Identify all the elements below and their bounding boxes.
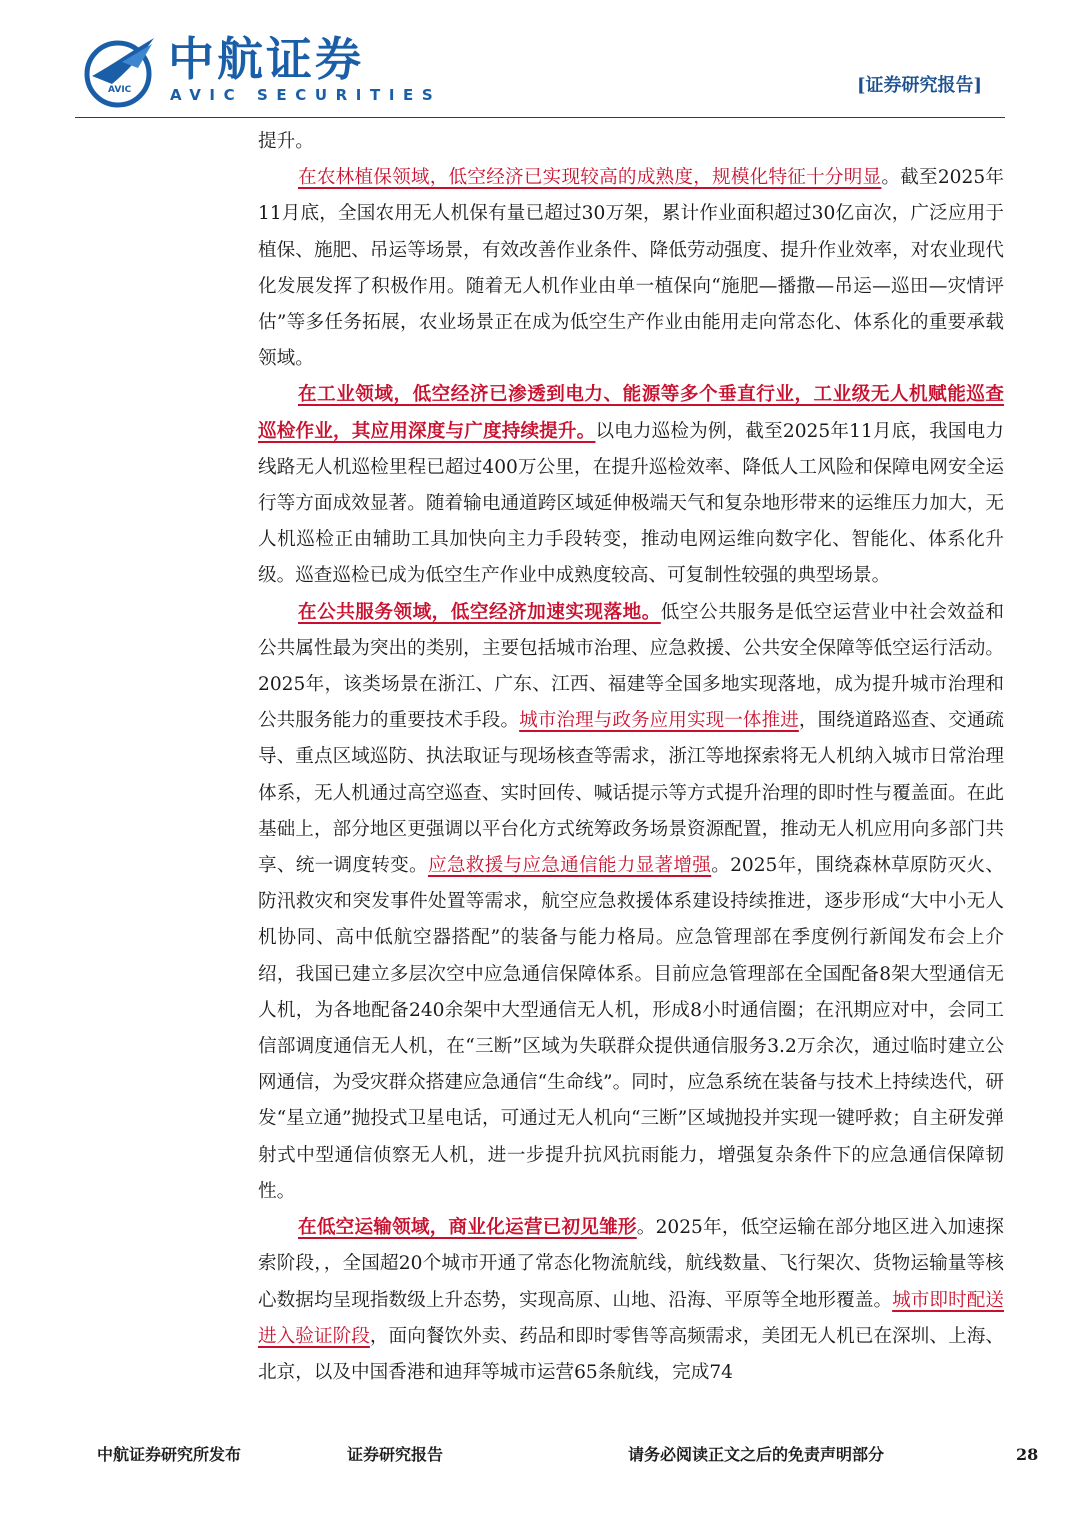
paragraph-text: 。截至2025年11月底，全国农用无人机保有量已超过30万架，累计作业面积超过30亿亩次，广泛应用于植保、施肥、吊运等场景，有效改善作业条件、降低劳动强度、提升作业效率，对农业现代化发展发挥了积极作用。随着无人机作业由单一植保向“施肥—播撒—吊运—巡田—灾情评估”等多任务拓展，农业场景正在成为低空生产作业由能用走向常态化、体系化的重要承载领域。 (258, 167, 1004, 370)
logo-text: AVIC (108, 85, 132, 95)
highlight-heading: 在公共服务领域，低空经济加速实现落地。 (298, 601, 661, 623)
paragraph-text: 提升。 (258, 131, 314, 152)
highlight-heading: 在低空运输领域，商业化运营已初见雏形 (298, 1217, 637, 1239)
paragraph-public-service (258, 595, 1004, 1210)
highlight-heading: 在工业领域，低空经济已渗透到电力、能源等多个垂直行业，工业级无人机赋能巡查巡检作业，其应用深度与广度持续提升。 (258, 384, 1004, 442)
brand-name-en: AVIC SECURITIES (170, 86, 442, 104)
highlight-subheading: 城市即时配送进入验证阶段 (258, 1289, 1004, 1347)
footer-report-type: 证券研究报告 (347, 1445, 444, 1464)
page-number: 28 (1016, 1445, 1039, 1464)
paragraph-text: 以电力巡检为例，截至2025年11月底，我国电力线路无人机巡检里程已超过400万公里，在提升巡检效率、降低人工风险和保障电网安全运行等方面成效显著。随着输电通道跨区域延伸极端天气和复杂地形带来的运维压力加大，无人机巡检正由辅助工具加快向主力手段转变，推动电网运维向数字化、智能化、体系化升级。巡查巡检已成为低空生产作业中成熟度较高、可复制性较强的典型场景。 (258, 420, 1004, 587)
highlight-subheading: 应急救援与应急通信能力显著增强 (427, 855, 712, 877)
paragraph-agriculture (258, 160, 1004, 377)
paragraph-text: ，面向餐饮外卖、药品和即时零售等高频需求，美团无人机已在深圳、上海、北京，以及中国香港和迪拜等城市运营65条航线，完成74 (258, 1325, 1004, 1383)
header-divider (75, 117, 1005, 118)
highlight-heading: 在农林植保领域，低空经济已实现较高的成熟度，规模化特征十分明显 (298, 167, 882, 189)
paragraph-text: 低空公共服务是低空运营业中社会效益和公共属性最为突出的类别，主要包括城市治理、应急救援、公共安全保障等低空运行活动。2025年，该类场景在浙江、广东、江西、福建等全国多地实现落地，成为提升城市治理和公共服务能力的重要技术手段。 (258, 601, 1004, 732)
paragraph-text: 。2025年，低空运输在部分地区进入加速探索阶段，，全国超20个城市开通了常态化物流航线，航线数量、飞行架次、货物运输量等核心数据均呈现指数级上升态势，实现高原、山地、沿海、平原等全地形覆盖。 (258, 1217, 1004, 1311)
paragraph-continuation (258, 124, 1004, 160)
doc-type-tag: [证券研究报告] (856, 75, 982, 96)
paragraph-transport (258, 1210, 1004, 1391)
footer-disclaimer: 请务必阅读正文之后的免责声明部分 (628, 1445, 885, 1464)
highlight-subheading: 城市治理与政务应用实现一体推进 (519, 710, 799, 732)
brand-name-cn: 中航证券 (168, 32, 364, 86)
avic-logo-icon (82, 32, 160, 110)
report-body (258, 124, 1004, 1391)
paragraph-industry (258, 377, 1004, 594)
footer-publisher: 中航证券研究所发布 (97, 1445, 242, 1464)
page-footer (0, 1440, 1080, 1480)
paragraph-text: ，围绕道路巡查、交通疏导、重点区域巡防、执法取证与现场核查等需求，浙江等地探索将无人机纳入城市日常治理体系，无人机通过高空巡查、实时回传、喊话提示等方式提升治理的即时性与覆盖面。在此基础上，部分地区更强调以平台化方式统筹政务场景资源配置，推动无人机应用向多部门共享、统一调度转变。 (258, 710, 1004, 877)
page-header (0, 0, 1080, 125)
paragraph-text: 。2025年，围绕森林草原防灭火、防汛救灾和突发事件处置等需求，航空应急救援体系建设持续推进，逐步形成“大中小无人机协同、高中低航空器搭配”的装备与能力格局。应急管理部在季度例行新闻发布会上介绍，我国已建立多层次空中应急通信保障体系。目前应急管理部在全国配备8架大型通信无人机，为各地配备240余架中大型通信无人机，形成8小时通信圈；在汛期应对中，会同工信部调度通信无人机，在“三断”区域为失联群众提供通信服务3.2万余次，通过临时建立公网通信，为受灾群众搭建应急通信“生命线”。同时，应急系统在装备与技术上持续迭代，研发“星立通”抛投式卫星电话，可通过无人机向“三断”区域抛投并实现一键呼救；自主研发弹射式中型通信侦察无人机，进一步提升抗风抗雨能力，增强复杂条件下的应急通信保障韧性。 (258, 855, 1004, 1202)
